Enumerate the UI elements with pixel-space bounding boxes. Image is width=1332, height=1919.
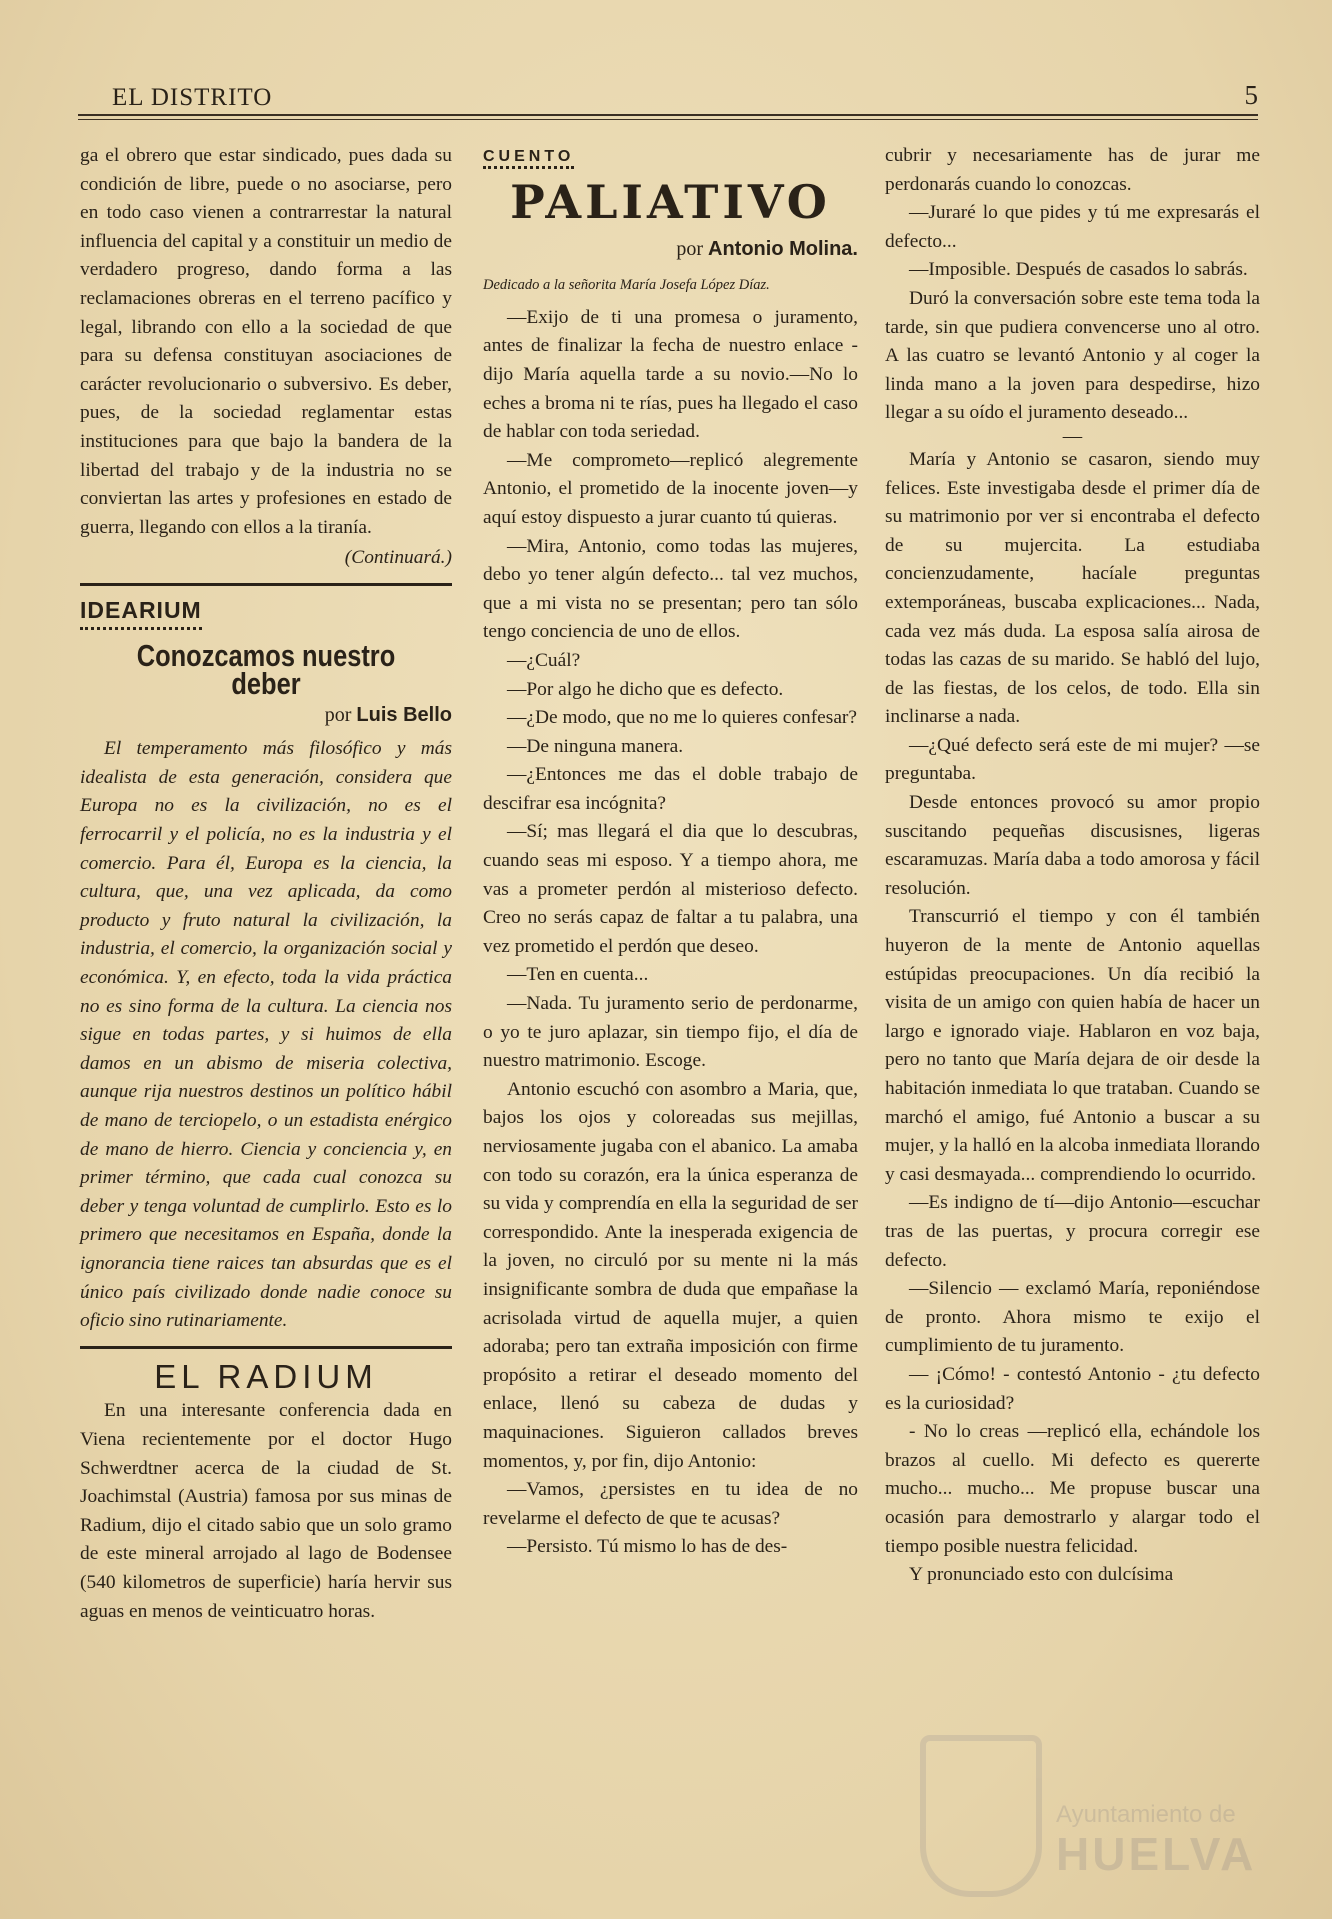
byline-author: Antonio Molina.: [708, 237, 858, 260]
story-paragraph: Duró la conversación sobre este tema toda la tarde, sin que pudiera convencerse uno al otro. A las cuatro se levantó Antonio y al coger la linda mano a la joven para despedirse, hizo llegar a su oído el juramento deseado...: [885, 287, 1260, 424]
story-paragraph: —Exijo de ti una promesa o juramento, antes de finalizar la fecha de nuestro enlace - dijo María aquella tarde a su novio.—No lo eches a broma ni te rías, pues ha llegado el caso de hablar con toda seriedad.: [483, 306, 858, 443]
story-paragraph: —Silencio — exclamó María, reponiéndose de pronto. Ahora mismo te exijo el cumplimiento de tu juramento.: [885, 1278, 1260, 1357]
story-paragraph: cubrir y necesariamente has de jurar me perdonarás cuando lo conozcas.: [885, 145, 1260, 195]
story-paragraph: —Mira, Antonio, como todas las mujeres, debo yo tener algún defecto... tal vez muchos, que a mi vista no se presentan; pero tan sólo tengo conciencia de uno de ellos.: [483, 535, 858, 643]
story-paragraph: —Juraré lo que pides y tú me expresarás el defecto...: [885, 202, 1260, 252]
article-title: Conozcamos nuestro deber: [136, 637, 396, 702]
byline-author: Luis Bello: [356, 703, 452, 726]
article-paragraph: El temperamento más filosófico y más idealista de esta generación, considera que Europa no es la civilización, no es el ferrocarril y el policía, no es la industria y el comercio. Para él, Europa es la ciencia, la cultura, que, una vez aplicada, da como producto y fruto natural la civilización, la industria, el comercio, la organización social y económica. Y, en efecto, toda la vida práctica no es sino forma de la cultura. La ciencia nos sigue en todas partes, y si huimos de ella damos en un abismo de miseria colectiva, aunque rija nuestros destinos un político hábil de mano de terciopelo, o un estadista enérgico de mano de hierro. Ciencia y conciencia y, en primer término, que cada cual conozca su deber y tenga voluntad de cumplirlo. Esto es lo primero que necesitamos en España, donde la ignorancia tiene raices tan absurdas que es el único país civilizado donde nadie conoce su oficio sino rutinariamente.: [80, 738, 452, 1332]
radium-title: EL RADIUM: [154, 1357, 378, 1395]
story-byline: [483, 235, 858, 264]
section-label-idearium: IDEARIUM: [80, 596, 202, 630]
watermark-line-2: HUELVA: [1056, 1828, 1257, 1880]
story-paragraph: —Por algo he dicho que es defecto.: [507, 678, 784, 700]
story-paragraph: Transcurrió el tiempo y con él también huyeron de la mente de Antonio aquellas estúpidas preocupaciones. Un día recibió la visita de un amigo con quien había de hacer un largo e ignorado viaje. Hablaron en voz baja, pero no tanto que María dejara de oir desde la habitación inmediata lo que trataban. Cuando se marchó el amigo, fué Antonio a buscar a su mujer, y la halló en la alcoba inmediata llorando y casi desmayada... comprendiendo lo ocurrido.: [885, 906, 1260, 1185]
story-paragraph: —Nada. Tu juramento serio de perdonarme, o yo te juro aplazar, sin tiempo fijo, el día de nuestro matrimonio. Escoge.: [483, 993, 858, 1072]
article-body: [80, 735, 452, 1335]
story-paragraph: María y Antonio se casaron, siendo muy felices. Este investigaba desde el primer día de su matrimonio por ver si encontraba el defecto de su mujercita. La estudiaba concienzudamente, hacíale preguntas extemporáneas, buscaba explicaciones... Nada, cada vez más duda. La esposa salía airosa de todas las cazas de su marido. Se habló del lujo, de las fiestas, de los celos, de todo. Ella sin inclinarse a nada.: [885, 448, 1260, 728]
column-2: [483, 142, 858, 1562]
header-rule-thin: [78, 119, 1258, 120]
column-1: [80, 142, 452, 1626]
story-paragraph: —Ten en cuenta...: [507, 964, 649, 986]
story-paragraph: —¿Entonces me das el doble trabajo de descifrar esa incógnita?: [483, 764, 858, 814]
continuara-note: (Continuará.): [344, 547, 452, 569]
header-rule: [78, 114, 1258, 116]
story-paragraph: —De ninguna manera.: [507, 735, 684, 757]
story-paragraph: Y pronunciado esto con dulcísima: [909, 1564, 1174, 1586]
story-paragraph: —Sí; mas llegará el dia que lo descubras, cuando seas mi esposo. Y a tiempo ahora, me vas a prometer perdón al misterioso defecto. Creo no serás capaz de faltar a tu palabra, una vez prometido el perdón que deseo.: [483, 821, 858, 957]
section-label-cuento: CUENTO: [483, 148, 574, 169]
page-header: [78, 80, 1258, 116]
continued-paragraph: ga el obrero que estar sindicado, pues dada su condición de libre, puede o no asociarse, pero en todo caso vienen a contrarrestar la natural influencia del capital y a constituir un medio de verdadero progreso, dando forma a las reclamaciones obreras en el terreno pacífico y legal, librando con ello a la sociedad de que para su defensa constituyan asociaciones de carácter revolucionario o subversivo. Es deber, pues, de la sociedad reglamentar estas instituciones para que bajo la bandera de la libertad del trabajo y de la industria no se conviertan las artes y profesiones en estado de guerra, llegando con ellos a la tiranía.: [80, 145, 452, 538]
section-divider: [80, 583, 452, 586]
story-title: PALIATIVO: [510, 174, 831, 229]
newspaper-title: EL DISTRITO: [112, 84, 273, 111]
story-paragraph: —¿Cuál?: [507, 649, 581, 671]
story-paragraph: —¿De modo, que no me lo quieres confesar?: [507, 707, 857, 729]
watermark-line-1: Ayuntamiento de: [1056, 1801, 1236, 1828]
story-paragraph: —¿Qué defecto será este de mi mujer? —se preguntaba.: [885, 734, 1260, 785]
story-paragraph: — ¡Cómo! - contestó Antonio - ¿tu defecto es la curiosidad?: [885, 1363, 1260, 1414]
story-paragraph: —Es indigno de tí—dijo Antonio—escuchar tras de las puertas, y procura corregir ese defecto.: [885, 1192, 1260, 1271]
article-byline: [80, 701, 452, 730]
story-paragraph: —Persisto. Tú mismo lo has de des-: [507, 1536, 788, 1558]
story-paragraph: —Me comprometo—replicó alegremente Antonio, el prometido de la inocente joven—y aquí estoy dispuesto a jurar cuanto tú quieras.: [483, 449, 858, 528]
story-paragraph: —Vamos, ¿persistes en tu idea de no revelarme el defecto de que te acusas?: [483, 1479, 858, 1529]
byline-prefix: por: [676, 237, 704, 260]
byline-prefix: por: [324, 703, 352, 726]
column-3: [885, 142, 1260, 1590]
story-paragraph: Desde entonces provocó su amor propio suscitando pequeñas discusisnes, ligeras escaramuzas. María daba a todo amorosa y fácil resolución.: [885, 792, 1260, 899]
story-paragraph: —Imposible. Después de casados lo sabrás.: [909, 259, 1248, 281]
story-paragraph: - No lo creas —replicó ella, echándole los brazos al cuello. Mi defecto es quererte mucho... mucho... Me propuse buscar una ocasión para demostrarlo y alargar todo el tiempo posible nuestra felicidad.: [885, 1421, 1260, 1557]
page-number: 5: [1244, 80, 1258, 110]
archive-watermark: [920, 1775, 1260, 1885]
radium-paragraph: En una interesante conferencia dada en Viena recientemente por el doctor Hugo Schwerdtner acerca de la ciudad de St. Joachimstal (Austria) famosa por sus minas de Radium, dijo el citado sabio que un solo gramo de este mineral arrojado al lago de Bodensee (540 kilometros de superficie) haría hervir sus aguas en menos de veinticuatro horas.: [80, 1400, 452, 1622]
scene-separator: —: [1062, 425, 1083, 447]
story-dedication: Dedicado a la señorita María Josefa López Díaz.: [483, 277, 770, 294]
story-paragraph: Antonio escuchó con asombro a Maria, que, bajos los ojos y coloreadas sus mejillas, nerviosamente jugaba con el abanico. La amaba con todo su corazón, era la única esperanza de su vida y comprendía en ella la seguridad de ser correspondido. Ante la inesperada exigencia de la joven, no circuló por su mente ni la más insignificante sombra de duda que empañase la acrisolada virtud de aquella mujer, a quien adoraba; pero tan extraña imposición con firme propósito a retirar el deseado momento del enlace, llenó su cabeza de dudas y maquinaciones. Siguieron callados breves momentos, y, por fin, dijo Antonio:: [483, 1078, 858, 1472]
seal-icon: [920, 1735, 1042, 1897]
section-divider: [80, 1346, 452, 1349]
